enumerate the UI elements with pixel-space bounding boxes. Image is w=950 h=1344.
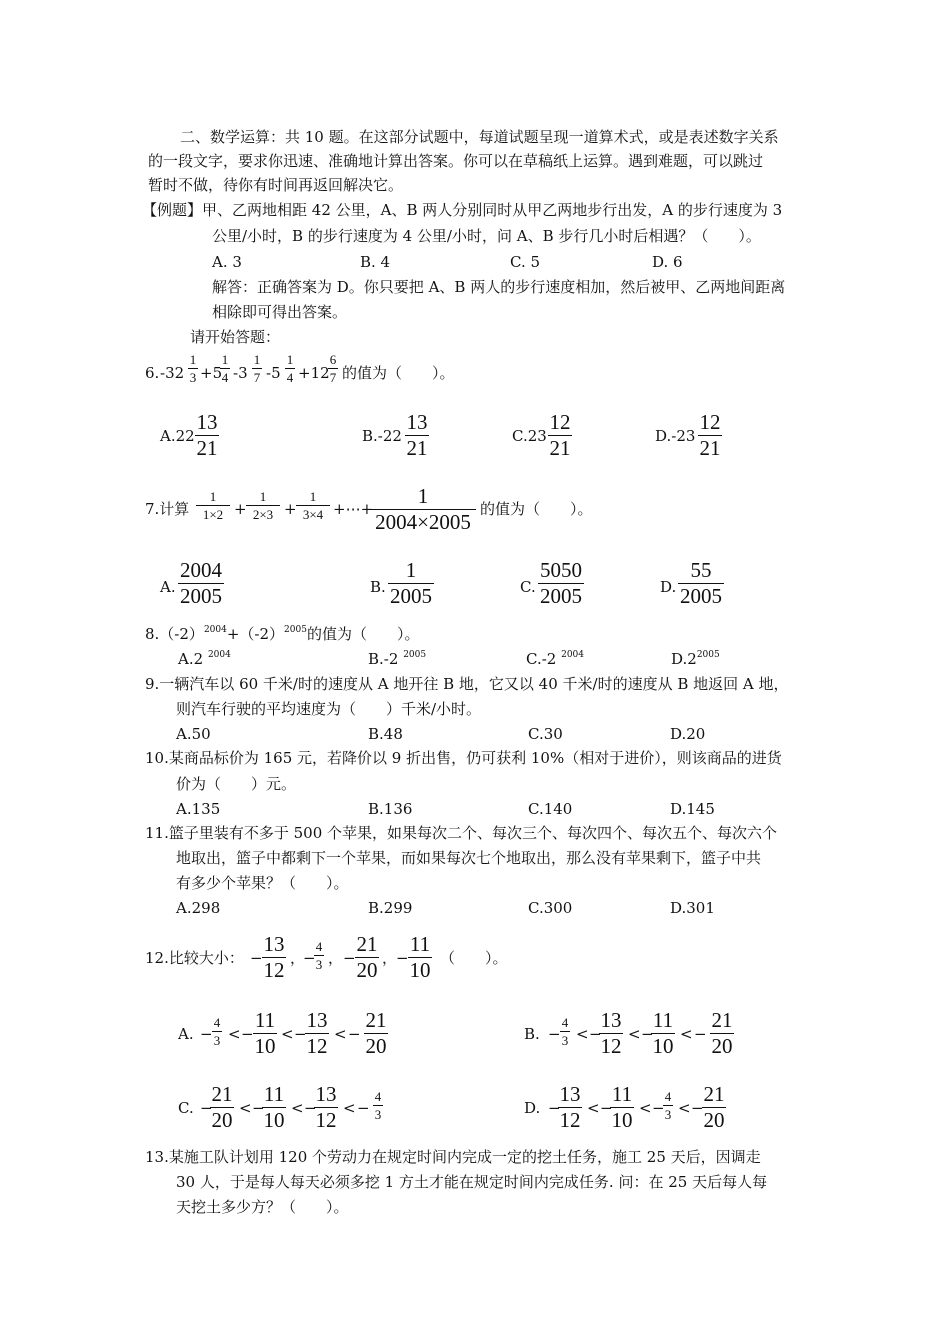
q12-option-a-label: A. <box>178 1025 194 1043</box>
q12-a-minus-4: − <box>348 1025 361 1043</box>
q12-a-minus-1: − <box>200 1025 213 1043</box>
q12-option-d-label: D. <box>524 1099 541 1117</box>
example-option-d: D. 6 <box>652 253 683 271</box>
q8-option-b-exp: 2005 <box>403 650 427 660</box>
q7-term-1-den: 1×2 <box>202 507 224 522</box>
q6-term-3-num: 1 <box>253 352 261 367</box>
q6-term-2-frac <box>220 353 230 384</box>
q12-c-frac-1-num: 21 <box>211 1082 233 1106</box>
q12-c-frac-1 <box>210 1084 234 1131</box>
q12-sep-3: ， <box>382 949 398 967</box>
q12-d-frac-3 <box>663 1090 673 1121</box>
q12-a-frac-1-den: 3 <box>213 1033 221 1048</box>
q6-option-a-num: 13 <box>196 410 218 434</box>
q12-option-b-label: B. <box>524 1025 540 1043</box>
q12-c-minus-3: − <box>304 1099 317 1117</box>
q12-d-frac-1-den: 12 <box>559 1108 581 1132</box>
q12-a-frac-4 <box>364 1010 388 1057</box>
q12-d-frac-1 <box>558 1084 582 1131</box>
q6-option-c-frac <box>548 412 572 459</box>
q9-option-b: B.48 <box>368 725 403 743</box>
q6-option-b-den: 21 <box>406 436 428 460</box>
q12-a-frac-4-den: 20 <box>365 1034 387 1058</box>
q7-suffix: 的值为（ ）。 <box>480 500 593 518</box>
q7-option-b-label: B. <box>370 578 386 596</box>
q12-d-frac-4 <box>702 1084 726 1131</box>
q6-term-1-int: -32 <box>160 364 185 382</box>
q12-frac-3-num: 21 <box>356 932 378 956</box>
q7-term-4-num: 1 <box>417 484 429 508</box>
q8-option-a <box>178 652 231 667</box>
q12-b-frac-4-den: 20 <box>711 1034 733 1058</box>
q12-c-frac-2-den: 10 <box>263 1108 285 1132</box>
q7-term-2-den: 2×3 <box>252 507 274 522</box>
q12-d-minus-4: − <box>691 1099 704 1117</box>
q12-d-frac-2-num: 11 <box>611 1082 633 1106</box>
q11-option-b: B.299 <box>368 899 413 917</box>
q12-minus-4: − <box>396 949 409 967</box>
q12-frac-4-num: 11 <box>409 932 431 956</box>
q6-suffix: 的值为（ ）。 <box>342 364 455 382</box>
q12-a-frac-2 <box>253 1010 277 1057</box>
q6-term-1-den: 3 <box>189 370 197 385</box>
q7-option-b-den: 2005 <box>390 584 432 608</box>
q12-c-lt-1: < <box>239 1099 252 1117</box>
q9-line-2: 则汽车行驶的平均速度为（ ）千米/小时。 <box>176 700 482 718</box>
q7-option-d-label: D. <box>660 578 677 596</box>
example-answer-1: 解答：正确答案为 D。你只要把 A、B 两人的步行速度相加，然后被甲、乙两地间距离 <box>212 278 786 296</box>
q12-option-c-label: C. <box>178 1099 194 1117</box>
q12-d-frac-2-den: 10 <box>611 1108 633 1132</box>
q12-a-minus-2: − <box>241 1025 254 1043</box>
q8-text-c: 的值为（ ）。 <box>306 625 420 643</box>
q13-line-2: 30 人，于是每人每天必须多挖 1 方土才能在规定时间内完成任务. 问：在 25 天后每人每 <box>176 1173 768 1191</box>
q12-frac-2 <box>314 940 324 971</box>
q7-plus-2: + <box>284 500 297 518</box>
q7-term-3-frac <box>296 490 330 521</box>
q12-minus-1: − <box>250 949 263 967</box>
q8-exp-b: 2005 <box>284 625 307 635</box>
q6-term-4-num: 1 <box>286 352 294 367</box>
q8-option-c <box>526 652 584 667</box>
q12-frac-1-num: 13 <box>263 932 285 956</box>
q6-term-5-int: +12 <box>298 364 330 382</box>
q7-option-b-num: 1 <box>405 558 417 582</box>
q8-option-a-exp: 2004 <box>207 650 231 660</box>
q7-option-c-frac <box>538 560 584 607</box>
q12-frac-1-den: 12 <box>263 958 285 982</box>
q6-term-1-num: 1 <box>189 352 197 367</box>
q12-b-lt-1: < <box>576 1025 589 1043</box>
q8-option-b <box>368 652 426 667</box>
q11-option-d: D.301 <box>670 899 715 917</box>
q6-term-1-frac <box>188 353 198 384</box>
q12-c-frac-4 <box>373 1090 383 1121</box>
q12-c-frac-2 <box>262 1084 286 1131</box>
q8-option-c-label: C.-2 <box>526 650 557 668</box>
q6-number: 6. <box>145 364 160 382</box>
q12-b-frac-3 <box>651 1010 675 1057</box>
q12-suffix: （ ）。 <box>440 949 508 967</box>
q6-option-c-label: C.23 <box>512 427 547 445</box>
intro-line-3: 暂时不做，待你有时间再返回解决它。 <box>148 176 404 194</box>
q8-text-b: +（-2） <box>226 625 285 643</box>
q12-c-minus-4: − <box>357 1099 370 1117</box>
q6-option-d-num: 12 <box>699 410 721 434</box>
q7-term-2-frac <box>246 490 280 521</box>
q12-b-frac-3-num: 11 <box>652 1008 674 1032</box>
q6-term-4-int: -5 <box>266 364 281 382</box>
q12-d-frac-4-den: 20 <box>703 1108 725 1132</box>
example-answer-2: 相除即可得出答案。 <box>212 303 348 321</box>
q12-b-frac-2-num: 13 <box>600 1008 622 1032</box>
q10-option-c: C.140 <box>528 800 573 818</box>
q12-sep-2: ， <box>328 949 344 967</box>
q12-a-frac-1-num: 4 <box>213 1015 221 1030</box>
q12-frac-1 <box>262 934 286 981</box>
q8-question <box>145 627 419 642</box>
q10-option-b: B.136 <box>368 800 413 818</box>
q12-sep-1: ， <box>290 949 306 967</box>
q12-c-frac-2-num: 11 <box>263 1082 285 1106</box>
q8-exp-a: 2004 <box>203 625 227 635</box>
example-option-c: C. 5 <box>510 253 541 271</box>
q7-option-a-den: 2005 <box>180 584 222 608</box>
q8-text-a: 8.（-2） <box>145 625 204 643</box>
q7-option-d-num: 55 <box>690 558 712 582</box>
q12-b-minus-2: − <box>589 1025 602 1043</box>
q6-option-b-frac <box>405 412 429 459</box>
q12-b-lt-3: < <box>680 1025 693 1043</box>
q9-option-c: C.30 <box>528 725 563 743</box>
q12-a-lt-2: < <box>281 1025 294 1043</box>
intro-line-1: 二、数学运算：共 10 题。在这部分试题中，每道试题呈现一道算术式，或是表述数字关系 <box>180 128 779 146</box>
q8-option-b-label: B.-2 <box>368 650 399 668</box>
q6-option-d-frac <box>698 412 722 459</box>
q6-option-c-den: 21 <box>549 436 571 460</box>
q12-a-frac-1 <box>212 1016 222 1047</box>
q12-b-frac-3-den: 10 <box>652 1034 674 1058</box>
q6-option-b-num: 13 <box>406 410 428 434</box>
q12-frac-4-den: 10 <box>409 958 431 982</box>
q7-option-c-label: C. <box>520 578 536 596</box>
q6-option-b-label: B.-22 <box>362 427 402 445</box>
q6-term-4-den: 4 <box>286 370 294 385</box>
q12-c-frac-3-den: 12 <box>315 1108 337 1132</box>
q7-term-4-frac <box>370 486 476 533</box>
example-option-b: B. 4 <box>360 253 391 271</box>
q12-b-frac-2 <box>599 1010 623 1057</box>
q7-plus-1: + <box>234 500 247 518</box>
q12-d-minus-3: − <box>652 1099 665 1117</box>
q8-option-d-label: D.2 <box>671 650 697 668</box>
q11-option-a: A.298 <box>176 899 221 917</box>
q6-option-d-label: D.-23 <box>655 427 696 445</box>
q6-term-2-int: +5 <box>200 364 223 382</box>
q6-option-d-den: 21 <box>699 436 721 460</box>
q12-frac-3-den: 20 <box>356 958 378 982</box>
q12-d-frac-1-num: 13 <box>559 1082 581 1106</box>
q12-prefix: 12.比较大小： <box>145 949 244 967</box>
q12-d-frac-3-num: 4 <box>664 1089 672 1104</box>
q7-option-c-num: 5050 <box>540 558 582 582</box>
q6-option-a-frac <box>195 412 219 459</box>
q6-term-3-frac <box>252 353 262 384</box>
q12-d-lt-2: < <box>639 1099 652 1117</box>
q10-line-2: 价为（ ）元。 <box>176 775 297 793</box>
q12-c-frac-4-num: 4 <box>374 1089 382 1104</box>
q9-option-a: A.50 <box>176 725 211 743</box>
start-prompt: 请开始答题： <box>190 328 281 346</box>
q12-d-lt-1: < <box>587 1099 600 1117</box>
q7-term-4-den: 2004×2005 <box>375 510 471 534</box>
example-option-a: A. 3 <box>212 253 242 271</box>
q7-term-2-num: 1 <box>259 489 267 504</box>
q12-b-frac-1-den: 3 <box>561 1033 569 1048</box>
q12-c-frac-3 <box>314 1084 338 1131</box>
q12-b-minus-3: − <box>641 1025 654 1043</box>
q6-term-3-den: 7 <box>253 370 261 385</box>
q12-a-lt-1: < <box>228 1025 241 1043</box>
q12-b-frac-1 <box>560 1016 570 1047</box>
q12-minus-3: − <box>343 949 356 967</box>
q12-c-lt-3: < <box>343 1099 356 1117</box>
q12-d-minus-2: − <box>600 1099 613 1117</box>
q13-line-1: 13.某施工队计划用 120 个劳动力在规定时间内完成一定的挖土任务，施工 25 天后，因调走 <box>145 1148 761 1166</box>
q7-option-a-frac <box>178 560 224 607</box>
q7-option-d-den: 2005 <box>680 584 722 608</box>
q8-option-d-exp: 2005 <box>696 650 720 660</box>
q12-a-frac-2-num: 11 <box>254 1008 276 1032</box>
q11-option-c: C.300 <box>528 899 573 917</box>
q12-a-lt-3: < <box>334 1025 347 1043</box>
q10-line-1: 10.某商品标价为 165 元，若降价以 9 折出售，仍可获利 10%（相对于进价），则该商品的进货 <box>145 749 782 767</box>
q12-a-frac-4-num: 21 <box>365 1008 387 1032</box>
q6-term-5-frac <box>328 353 338 384</box>
q6-term-5-num: 6 <box>329 352 337 367</box>
q7-term-1-frac <box>196 490 230 521</box>
q6-option-c-num: 12 <box>549 410 571 434</box>
q12-c-minus-2: − <box>252 1099 265 1117</box>
q12-d-lt-3: < <box>678 1099 691 1117</box>
q10-option-a: A.135 <box>176 800 221 818</box>
q9-option-d: D.20 <box>670 725 706 743</box>
q6-term-5-den: 7 <box>329 370 337 385</box>
q12-d-frac-3-den: 3 <box>664 1107 672 1122</box>
q9-line-1: 9.一辆汽车以 60 千米/时的速度从 A 地开往 B 地，它又以 40 千米/时的速度从 B 地返回 A 地， <box>145 675 789 693</box>
q12-c-lt-2: < <box>291 1099 304 1117</box>
q12-a-minus-3: − <box>294 1025 307 1043</box>
q12-d-frac-4-num: 21 <box>703 1082 725 1106</box>
q12-a-frac-3 <box>305 1010 329 1057</box>
q6-option-a-label: A.22 <box>160 427 195 445</box>
q7-term-1-num: 1 <box>209 489 217 504</box>
q6-term-2-den: 4 <box>221 370 229 385</box>
q10-option-d: D.145 <box>670 800 715 818</box>
q12-b-minus-4: − <box>694 1025 707 1043</box>
q7-term-3-num: 1 <box>309 489 317 504</box>
q13-line-3: 天挖土多少方？（ ）。 <box>176 1198 349 1216</box>
q7-option-c-den: 2005 <box>540 584 582 608</box>
q8-option-c-exp: 2004 <box>561 650 585 660</box>
q12-c-frac-3-num: 13 <box>315 1082 337 1106</box>
q7-option-a-label: A. <box>160 578 176 596</box>
q6-option-a-den: 21 <box>196 436 218 460</box>
q12-frac-4 <box>408 934 432 981</box>
q12-a-frac-2-den: 10 <box>254 1034 276 1058</box>
q8-option-a-label: A.2 <box>178 650 204 668</box>
q12-frac-2-den: 3 <box>315 957 323 972</box>
q12-c-frac-4-den: 3 <box>374 1107 382 1122</box>
q7-prefix: 7.计算 <box>145 500 190 518</box>
q12-b-frac-4-num: 21 <box>711 1008 733 1032</box>
q6-term-3-int: -3 <box>233 364 248 382</box>
intro-line-2: 的一段文字，要求你迅速、准确地计算出答案。你可以在草稿纸上运算。遇到难题，可以跳过 <box>148 152 764 170</box>
q12-d-minus-1: − <box>548 1099 561 1117</box>
q12-minus-2: − <box>303 949 316 967</box>
q12-b-frac-4 <box>710 1010 734 1057</box>
q12-d-frac-2 <box>610 1084 634 1131</box>
example-line-2: 公里/小时，B 的步行速度为 4 公里/小时，问 A、B 步行几小时后相遇？（ ）。 <box>212 227 761 245</box>
q12-c-frac-1-den: 20 <box>211 1108 233 1132</box>
q12-a-frac-3-num: 13 <box>306 1008 328 1032</box>
q7-option-d-frac <box>678 560 724 607</box>
q11-line-3: 有多少个苹果？（ ）。 <box>176 874 349 892</box>
q6-term-4-frac <box>285 353 295 384</box>
example-line-1: 【例题】甲、乙两地相距 42 公里，A、B 两人分别同时从甲乙两地步行出发，A 的步行速度为 3 <box>142 201 783 219</box>
q12-b-minus-1: − <box>548 1025 561 1043</box>
q7-option-a-num: 2004 <box>180 558 222 582</box>
q11-line-2: 地取出，篮子中都剩下一个苹果，而如果每次七个地取出，那么没有苹果剩下，篮子中共 <box>176 849 762 867</box>
q6-term-2-num: 1 <box>221 352 229 367</box>
q12-a-frac-3-den: 12 <box>306 1034 328 1058</box>
q7-option-b-frac <box>388 560 434 607</box>
q8-option-d <box>671 652 720 667</box>
q12-c-minus-1: − <box>200 1099 213 1117</box>
q12-b-frac-1-num: 4 <box>561 1015 569 1030</box>
q12-b-lt-2: < <box>628 1025 641 1043</box>
q12-frac-2-num: 4 <box>315 939 323 954</box>
q12-b-frac-2-den: 12 <box>600 1034 622 1058</box>
q7-term-3-den: 3×4 <box>302 507 324 522</box>
q12-frac-3 <box>355 934 379 981</box>
q11-line-1: 11.篮子里装有不多于 500 个苹果，如果每次二个、每次三个、每次四个、每次五个、每次六个 <box>145 824 778 842</box>
q7-dots: +⋯+ <box>333 500 374 518</box>
